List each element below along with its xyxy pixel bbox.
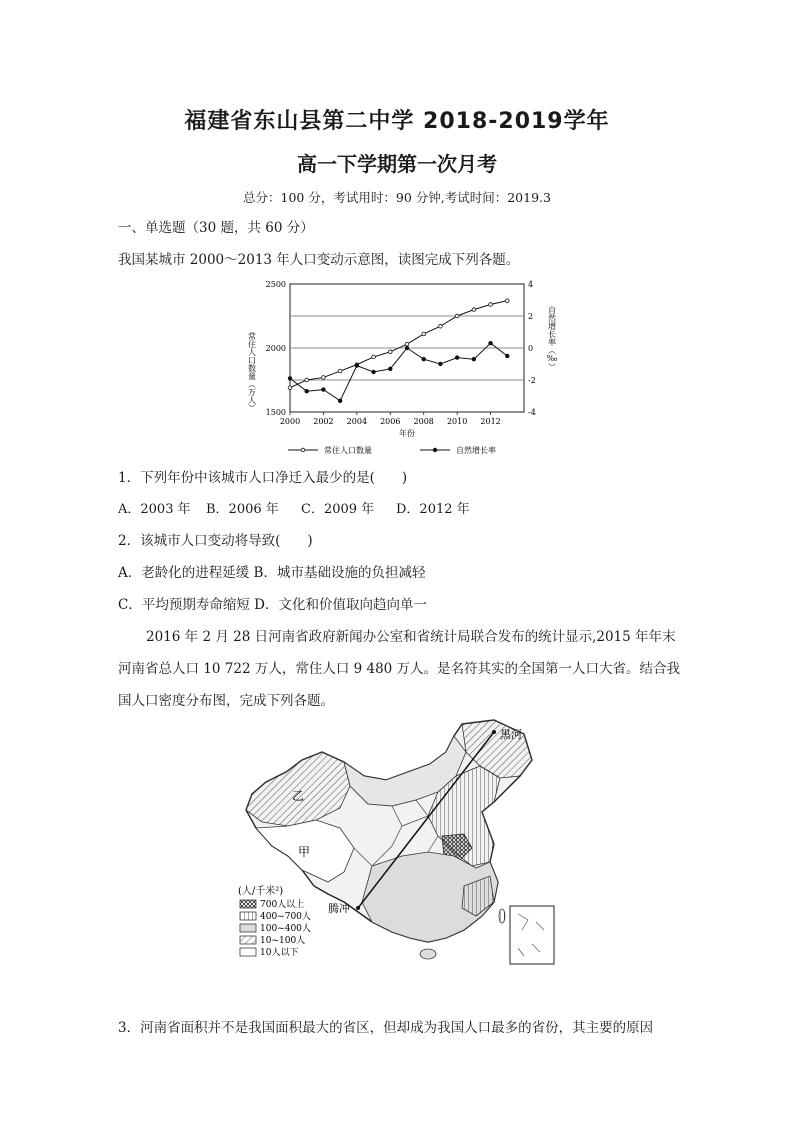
data-point bbox=[422, 357, 426, 361]
data-point bbox=[338, 399, 342, 403]
q1-option-d: D．2012 年 bbox=[396, 502, 470, 517]
y-left-tick-label: 2500 bbox=[265, 280, 286, 289]
y-right-tick-label: 2 bbox=[528, 312, 534, 321]
y-right-tick-label: -2 bbox=[528, 376, 536, 385]
data-point bbox=[489, 341, 493, 345]
y-left-axis-label: 常住人口数量（万人） bbox=[247, 332, 257, 412]
passage-line-1: 2016 年 2 月 28 日河南省政府新闻办公室和省统计局联合发布的统计显示,2015 年年末 bbox=[146, 629, 676, 645]
data-point bbox=[355, 364, 359, 368]
title-line-1: 福建省东山县第二中学 2018-2019学年 bbox=[184, 109, 610, 134]
label-yi: 乙 bbox=[292, 789, 305, 803]
map-legend bbox=[238, 884, 311, 958]
data-point bbox=[372, 370, 376, 374]
data-point bbox=[439, 324, 443, 328]
y-right-tick-label: 4 bbox=[528, 280, 534, 289]
q1-option-b: B．2006 年 bbox=[206, 502, 279, 517]
data-point bbox=[455, 314, 459, 318]
q2-stem: 2．该城市人口变动将导致( ) bbox=[118, 533, 313, 549]
legend-item-5: 10人以下 bbox=[260, 948, 299, 958]
legend-label-1: 常住人口数量 bbox=[324, 446, 372, 455]
data-point bbox=[388, 350, 392, 354]
legend-item-4: 10~100人 bbox=[260, 936, 306, 946]
q3-stem: 3．河南省面积并不是我国面积最大的省区，但却成为我国人口最多的省份，其主要的原因 bbox=[118, 1020, 654, 1036]
x-tick-label: 2008 bbox=[413, 417, 434, 426]
intro-text: 我国某城市 2000～2013 年人口变动示意图，读图完成下列各题。 bbox=[118, 252, 520, 268]
data-point bbox=[372, 355, 376, 359]
label-heihe: 黑河 bbox=[500, 728, 522, 741]
taiwan bbox=[499, 909, 505, 923]
q1-stem: 1．下列年份中该城市人口净迁入最少的是( ) bbox=[118, 470, 408, 486]
data-point bbox=[472, 308, 476, 312]
data-point bbox=[288, 377, 292, 381]
data-point bbox=[288, 386, 292, 390]
title-line-2: 高一下学期第一次月考 bbox=[297, 152, 497, 176]
y-left-tick-label: 2000 bbox=[265, 344, 286, 353]
population-density-map bbox=[232, 716, 562, 976]
data-point bbox=[422, 332, 426, 336]
passage-line-2: 河南省总人口 10 722 万人，常住人口 9 480 万人。是名符其实的全国第一人口大省。结合我 bbox=[118, 661, 681, 677]
data-point bbox=[322, 376, 326, 380]
data-point bbox=[338, 369, 342, 373]
data-point bbox=[305, 378, 309, 382]
q2-options-ab: A．老龄化的进程延缓 B．城市基础设施的负担减轻 bbox=[118, 565, 426, 581]
legend-marker-2 bbox=[433, 448, 437, 452]
q2-options-cd: C．平均预期寿命缩短 D．文化和价值取向趋向单一 bbox=[118, 597, 427, 613]
legend-marker-1 bbox=[301, 448, 305, 452]
data-point bbox=[472, 357, 476, 361]
section-heading: 一、单选题（30 题，共 60 分） bbox=[118, 220, 314, 236]
x-tick-label: 2010 bbox=[446, 417, 468, 426]
data-point bbox=[388, 367, 392, 371]
data-point bbox=[405, 342, 409, 346]
population-chart bbox=[238, 276, 557, 456]
passage-line-3: 国人口密度分布图，完成下列各题。 bbox=[118, 693, 334, 709]
data-point bbox=[322, 388, 326, 392]
data-point bbox=[405, 346, 409, 350]
label-tengchong: 腾冲 bbox=[328, 902, 350, 915]
hainan bbox=[420, 949, 436, 959]
y-right-axis-label: 自然增长率（‰） bbox=[547, 306, 557, 371]
y-right-tick-label: -4 bbox=[528, 408, 536, 417]
q1-option-a: A．2003 年 bbox=[118, 502, 191, 517]
legend-title: (人/千米²) bbox=[238, 886, 284, 897]
series-line-2 bbox=[290, 343, 507, 401]
q1-option-c: C．2009 年 bbox=[301, 502, 375, 517]
x-axis-label: 年份 bbox=[399, 429, 415, 438]
legend-item-2: 400~700人 bbox=[260, 912, 311, 922]
x-tick-label: 2006 bbox=[380, 417, 401, 426]
data-point bbox=[305, 389, 309, 393]
x-tick-label: 2004 bbox=[346, 417, 368, 426]
data-point bbox=[489, 303, 493, 307]
data-point bbox=[505, 299, 509, 303]
x-tick-label: 2000 bbox=[279, 417, 301, 426]
south-china-sea-inset bbox=[510, 906, 554, 964]
data-point bbox=[505, 354, 509, 358]
data-point bbox=[439, 362, 443, 366]
data-point bbox=[455, 356, 459, 360]
legend-item-3: 100~400人 bbox=[260, 924, 311, 934]
legend-item-1: 700人以上 bbox=[260, 900, 305, 910]
y-right-tick-label: 0 bbox=[528, 344, 534, 353]
exam-meta: 总分：100 分，考试用时：90 分钟,考试时间：2019.3 bbox=[243, 190, 551, 205]
label-jia: 甲 bbox=[298, 845, 311, 859]
x-tick-label: 2012 bbox=[480, 417, 501, 426]
series-line-1 bbox=[290, 301, 507, 388]
legend-label-2: 自然增长率 bbox=[456, 446, 496, 455]
y-left-tick-label: 1500 bbox=[265, 408, 286, 417]
x-tick-label: 2002 bbox=[313, 417, 334, 426]
